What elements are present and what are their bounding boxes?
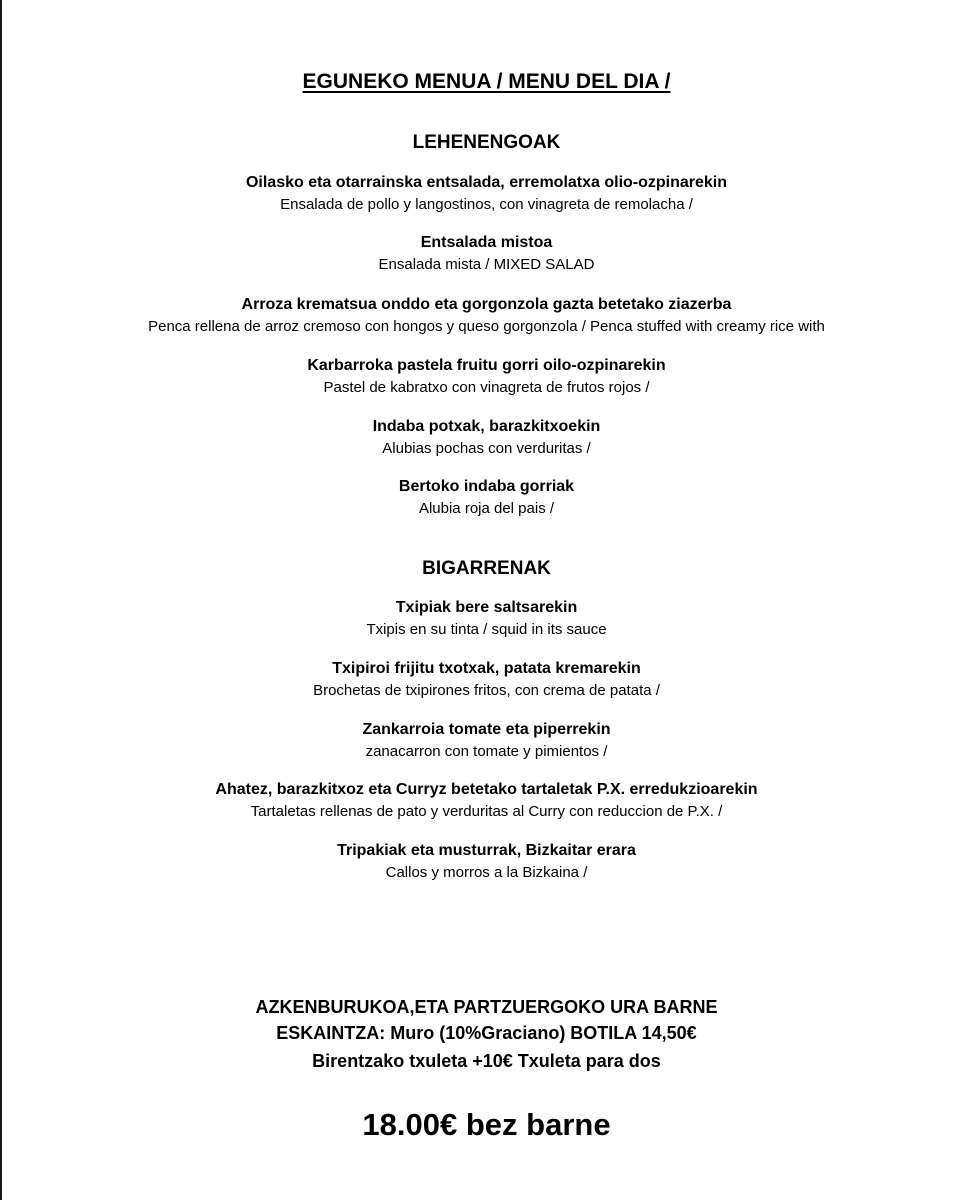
menu-item xyxy=(0,840,963,883)
menu-item xyxy=(0,779,963,822)
dish-description: Callos y morros a la Bizkaina / xyxy=(385,864,588,881)
menu-item xyxy=(0,416,963,459)
menu-item xyxy=(0,355,963,398)
dish-name: Arroza krematsua onddo eta gorgonzola gazta betetako ziazerba xyxy=(241,296,732,313)
mains-heading: BIGARRENAK xyxy=(422,558,551,579)
menu-title-text: EGUNEKO MENUA / MENU DEL DIA / xyxy=(302,70,671,93)
menu-item xyxy=(0,658,963,701)
footer-wine-offer: ESKAINTZA: Muro (10%Graciano) BOTILA 14,50€ xyxy=(276,1023,697,1043)
dish-name: Bertoko indaba gorriak xyxy=(398,478,575,495)
menu-item xyxy=(0,476,963,519)
dish-description: Ensalada de pollo y langostinos, con vinagreta de remolacha / xyxy=(280,196,693,213)
dish-description: Alubias pochas con verduritas / xyxy=(382,440,591,457)
menu-item xyxy=(0,294,963,337)
dish-description: Brochetas de txipirones fritos, con crema de patata / xyxy=(313,682,660,699)
dish-name: Tripakiak eta musturrak, Bizkaitar erara xyxy=(337,842,636,859)
footer-txuleta-offer: Birentzako txuleta +10€ Txuleta para dos xyxy=(312,1051,661,1071)
dish-name: Oilasko eta otarrainska entsalada, erremolatxa olio-ozpinarekin xyxy=(245,174,728,191)
menu-item xyxy=(0,232,963,275)
dish-name: Entsalada mistoa xyxy=(420,234,553,251)
menu-price: 18.00€ bez barne xyxy=(362,1107,611,1142)
dish-name: Txipiroi frijitu txotxak, patata kremarekin xyxy=(332,660,641,677)
menu-item xyxy=(0,172,963,215)
menu-item xyxy=(0,597,963,640)
dish-description: Tartaletas rellenas de pato y verduritas al Curry con reduccion de P.X. / xyxy=(250,803,723,820)
dish-name: Zankarroia tomate eta piperrekin xyxy=(362,721,611,738)
dish-name: Ahatez, barazkitxoz eta Curryz betetako tartaletak P.X. erredukzioarekin xyxy=(215,781,758,798)
dish-description: Txipis en su tinta / squid in its sauce xyxy=(366,621,607,638)
dish-description: Penca rellena de arroz cremoso con hongos y queso gorgonzola / Penca stuffed with creamy rice with xyxy=(148,318,825,335)
dish-description: zanacarron con tomate y pimientos / xyxy=(365,743,608,760)
dish-name: Karbarroka pastela fruitu gorri oilo-ozpinarekin xyxy=(307,357,666,374)
dish-description: Alubia roja del pais / xyxy=(418,500,555,517)
dish-description: Pastel de kabratxo con vinagreta de frutos rojos / xyxy=(323,379,650,396)
menu-item xyxy=(0,719,963,762)
starters-heading: LEHENENGOAK xyxy=(412,132,561,153)
menu-title xyxy=(0,68,963,96)
dish-name: Txipiak bere saltsarekin xyxy=(395,599,578,616)
dish-description: Ensalada mista / MIXED SALAD xyxy=(378,256,595,273)
dish-name: Indaba potxak, barazkitxoekin xyxy=(372,418,601,435)
footer-included-note: AZKENBURUKOA,ETA PARTZUERGOKO URA BARNE xyxy=(255,997,718,1017)
